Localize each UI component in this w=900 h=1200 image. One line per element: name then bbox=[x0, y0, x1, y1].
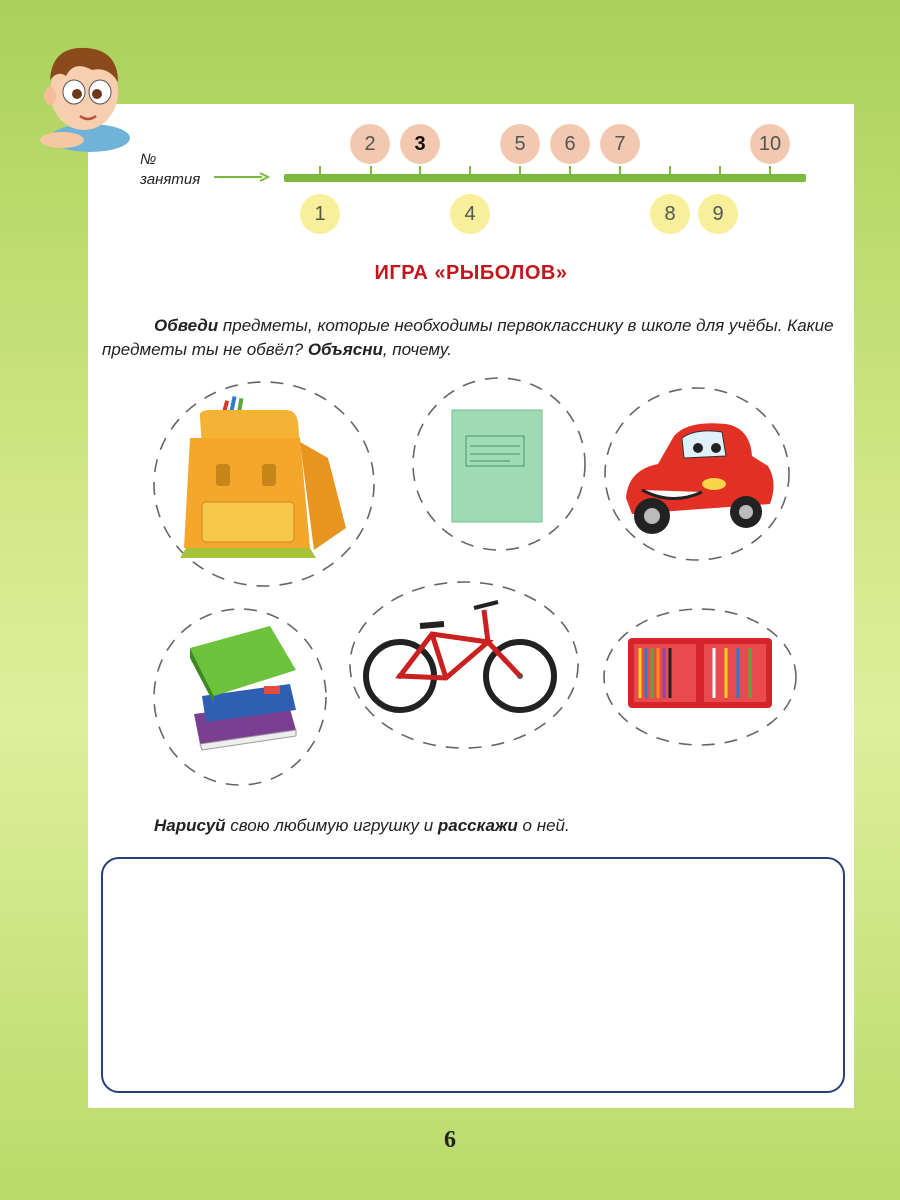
task-text: предметы, которые необходимы первокласснику в школе для учёбы. Какие предметы ты не обвёл? bbox=[102, 316, 834, 359]
timeline-tick bbox=[719, 166, 721, 182]
task-instruction-1 bbox=[102, 314, 846, 362]
page-number: 6 bbox=[444, 1127, 456, 1153]
pencil-case-item[interactable] bbox=[602, 606, 798, 748]
lesson-bubble: 10 bbox=[750, 124, 790, 164]
lesson-bubble: 5 bbox=[500, 124, 540, 164]
lesson-timeline bbox=[284, 174, 806, 182]
lesson-number-label: № занятия bbox=[140, 151, 201, 188]
task-instruction-2 bbox=[154, 816, 570, 836]
task-text: , почему. bbox=[382, 340, 452, 359]
bicycle-item[interactable] bbox=[348, 580, 580, 750]
boy-mascot-icon bbox=[22, 36, 140, 154]
arrow-right-icon bbox=[214, 172, 270, 182]
books-item[interactable] bbox=[150, 604, 330, 790]
timeline-tick bbox=[669, 166, 671, 182]
timeline-tick bbox=[469, 166, 471, 182]
toy-car-item[interactable] bbox=[602, 386, 792, 562]
timeline-tick bbox=[769, 166, 771, 182]
lesson-bubble: 9 bbox=[698, 194, 738, 234]
task-text: о ней. bbox=[517, 816, 570, 835]
task-verb: Объясни bbox=[307, 340, 383, 359]
page-title: ИГРА «РЫБОЛОВ» bbox=[374, 262, 568, 284]
timeline-tick bbox=[569, 166, 571, 182]
timeline-tick bbox=[370, 166, 372, 182]
lesson-bubble: 4 bbox=[450, 194, 490, 234]
lesson-bubble-current: 3 bbox=[400, 124, 440, 164]
task-verb: Обведи bbox=[154, 316, 219, 335]
task-text: свою любимую игрушку и bbox=[225, 816, 438, 835]
lesson-bubble: 6 bbox=[550, 124, 590, 164]
drawing-area[interactable] bbox=[101, 857, 845, 1093]
backpack-item[interactable] bbox=[150, 378, 378, 590]
notebook-item[interactable] bbox=[410, 376, 588, 552]
lesson-bubble: 7 bbox=[600, 124, 640, 164]
lesson-bubble: 2 bbox=[350, 124, 390, 164]
timeline-tick bbox=[619, 166, 621, 182]
task-verb: расскажи bbox=[437, 816, 518, 835]
task-verb: Нарисуй bbox=[154, 816, 226, 835]
lesson-bubble: 1 bbox=[300, 194, 340, 234]
timeline-tick bbox=[519, 166, 521, 182]
lesson-bubble: 8 bbox=[650, 194, 690, 234]
timeline-tick bbox=[319, 166, 321, 182]
timeline-tick bbox=[419, 166, 421, 182]
